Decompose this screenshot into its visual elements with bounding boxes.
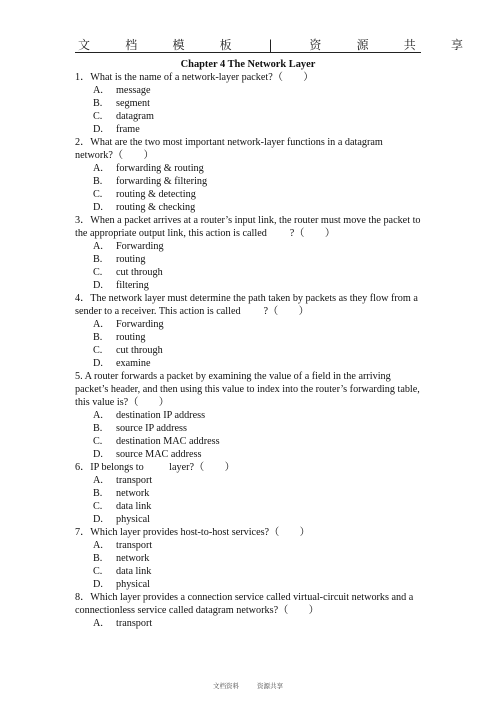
option-letter: D.: [93, 449, 103, 460]
page-header: 文 档 模 板 | 资 源 共 享: [78, 38, 478, 52]
option-letter: B.: [93, 332, 103, 343]
question-7: 7．Which layer provides host-to-host services?（ ）: [75, 527, 310, 538]
option-letter: C.: [93, 345, 103, 356]
option-item: [75, 331, 421, 344]
option-item: [75, 84, 421, 97]
option-item: [75, 240, 421, 253]
option-letter: C.: [93, 436, 103, 447]
option-item: [75, 500, 421, 513]
option-text: data link: [116, 501, 152, 512]
option-letter: D.: [93, 202, 103, 213]
option-text: routing: [116, 332, 146, 343]
option-item: [75, 162, 421, 175]
question-5: 5. A router forwards a packet by examining the value of a field in the arriving packet’s header, and then using this value to index into the router’s forwarding table, this value is?（ ）: [75, 371, 420, 408]
footer-left: 文档资料: [212, 682, 239, 690]
option-text: Forwarding: [116, 319, 164, 330]
option-item: [75, 266, 421, 279]
option-letter: B.: [93, 98, 103, 109]
option-letter: D.: [93, 579, 103, 590]
option-list: [75, 409, 421, 461]
option-list: [75, 240, 421, 292]
option-item: [75, 565, 421, 578]
option-text: physical: [116, 514, 150, 525]
option-item: [75, 188, 421, 201]
option-letter: C.: [93, 267, 103, 278]
option-list: [75, 318, 421, 370]
option-letter: A.: [93, 410, 103, 421]
option-item: [75, 552, 421, 565]
option-text: source MAC address: [116, 449, 202, 460]
option-list: [75, 617, 421, 630]
option-item: [75, 513, 421, 526]
option-item: [75, 617, 421, 630]
option-list: [75, 539, 421, 591]
option-item: [75, 110, 421, 123]
option-letter: C.: [93, 111, 103, 122]
option-letter: D.: [93, 358, 103, 369]
option-letter: B.: [93, 423, 103, 434]
footer-right: 资源共享: [257, 682, 284, 690]
option-list: [75, 162, 421, 214]
option-item: [75, 578, 421, 591]
option-text: network: [116, 553, 150, 564]
option-text: datagram: [116, 111, 154, 122]
option-text: transport: [116, 618, 153, 629]
chapter-title: Chapter 4 The Network Layer: [180, 59, 316, 70]
option-item: [75, 422, 421, 435]
question-list: [75, 71, 421, 630]
option-text: transport: [116, 475, 153, 486]
option-item: [75, 344, 421, 357]
option-text: forwarding & routing: [116, 163, 204, 174]
option-text: cut through: [116, 345, 163, 356]
question-3: 3．When a packet arrives at a router’s input link, the router must move the packet to the appropriate output link, this action is called ?（ ）: [75, 215, 421, 239]
option-letter: B.: [93, 254, 103, 265]
option-text: segment: [116, 98, 150, 109]
option-text: transport: [116, 540, 153, 551]
option-item: [75, 253, 421, 266]
option-text: destination IP address: [116, 410, 206, 421]
question-4: 4．The network layer must determine the path taken by packets as they flow from a sender to a receiver. This action is called ?（ ）: [75, 293, 418, 317]
option-item: [75, 201, 421, 214]
option-item: [75, 539, 421, 552]
option-text: filtering: [116, 280, 149, 291]
option-text: examine: [116, 358, 151, 369]
option-item: [75, 487, 421, 500]
option-letter: A.: [93, 618, 103, 629]
option-text: physical: [116, 579, 150, 590]
option-letter: C.: [93, 501, 103, 512]
option-text: routing & checking: [116, 202, 196, 213]
option-letter: A.: [93, 540, 103, 551]
option-letter: A.: [93, 241, 103, 252]
option-letter: A.: [93, 475, 103, 486]
option-text: destination MAC address: [116, 436, 220, 447]
option-letter: C.: [93, 566, 103, 577]
option-text: routing: [116, 254, 146, 265]
option-letter: D.: [93, 280, 103, 291]
header-rule: [75, 52, 421, 53]
option-list: [75, 84, 421, 136]
option-text: message: [116, 85, 151, 96]
question-1: 1．What is the name of a network-layer packet?（ ）: [75, 72, 314, 83]
option-letter: A.: [93, 319, 103, 330]
option-list: [75, 474, 421, 526]
option-item: [75, 409, 421, 422]
question-6: 6．IP belongs to layer?（ ）: [75, 462, 235, 473]
option-item: [75, 123, 421, 136]
option-letter: D.: [93, 124, 103, 135]
option-text: network: [116, 488, 150, 499]
option-text: data link: [116, 566, 152, 577]
option-letter: B.: [93, 176, 103, 187]
option-letter: C.: [93, 189, 103, 200]
option-text: routing & detecting: [116, 189, 196, 200]
page-footer: [0, 681, 496, 690]
document-body: [75, 58, 421, 630]
option-letter: B.: [93, 488, 103, 499]
option-item: [75, 97, 421, 110]
option-text: frame: [116, 124, 140, 135]
option-text: forwarding & filtering: [116, 176, 208, 187]
question-8: 8．Which layer provides a connection service called virtual-circuit networks and a connectionless service called datagram networks?（ ）: [75, 592, 414, 616]
option-item: [75, 175, 421, 188]
option-item: [75, 318, 421, 331]
option-letter: A.: [93, 85, 103, 96]
question-2: 2．What are the two most important network-layer functions in a datagram network?（ ）: [75, 137, 383, 161]
option-letter: D.: [93, 514, 103, 525]
option-item: [75, 279, 421, 292]
option-item: [75, 357, 421, 370]
option-item: [75, 448, 421, 461]
option-item: [75, 474, 421, 487]
option-text: source IP address: [116, 423, 187, 434]
option-letter: B.: [93, 553, 103, 564]
option-text: cut through: [116, 267, 163, 278]
option-item: [75, 435, 421, 448]
option-text: Forwarding: [116, 241, 164, 252]
option-letter: A.: [93, 163, 103, 174]
